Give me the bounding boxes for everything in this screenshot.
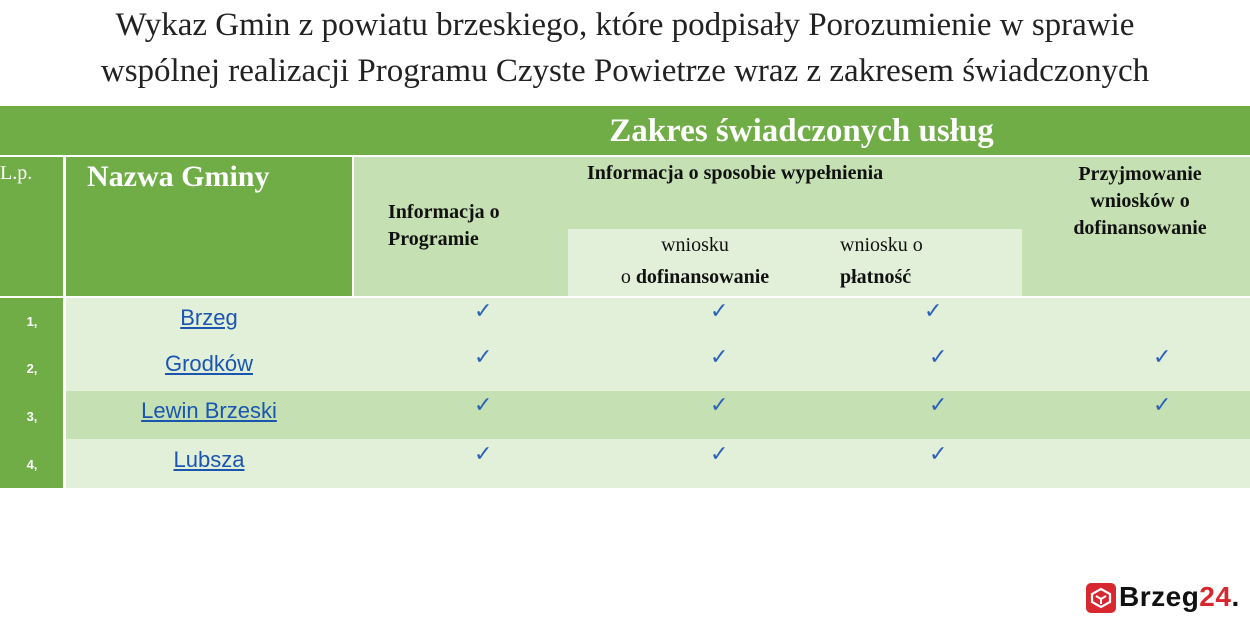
logo-text-dot: .: [1231, 581, 1240, 612]
check-icon: ✓: [710, 298, 729, 323]
document-title: [0, 0, 1250, 104]
brzeg24-logo[interactable]: [1085, 580, 1250, 620]
gmina-link-lubsza[interactable]: Lubsza: [173, 447, 245, 472]
check-icon: ✓: [924, 298, 943, 323]
info-program-header: Informacja o Programie: [388, 201, 500, 250]
check-icon: ✓: [929, 441, 948, 466]
subheader-bold-dofinansowanie: dofinansowanie: [635, 266, 770, 288]
gmina-link-brzeg[interactable]: Brzeg: [180, 305, 238, 330]
check-icon: ✓: [1153, 344, 1172, 369]
check-icon: ✓: [710, 392, 729, 417]
brzeg24-logo-icon: [1086, 583, 1116, 613]
check-icon: ✓: [474, 441, 493, 466]
name-header: Nazwa Gminy: [87, 160, 270, 193]
subheader-bold-platnosc: płatność: [840, 266, 912, 288]
row-lp: 3,: [26, 409, 38, 424]
accept-header: Przyjmowanie wniosków o dofinansowanie: [1073, 163, 1207, 239]
subheader-platnosc: [840, 229, 923, 293]
row-lp: 2,: [26, 361, 38, 376]
gmina-link-lewin-brzeski[interactable]: Lewin Brzeski: [141, 398, 277, 423]
brzeg24-logo-text: [1119, 581, 1240, 613]
subheader-platnosc-line2: [840, 261, 923, 293]
check-icon: ✓: [929, 392, 948, 417]
info-fill-header: Informacja o sposobie wypełnienia: [587, 162, 884, 184]
logo-text-main: Brzeg: [1119, 581, 1200, 612]
gmina-link-grodkow[interactable]: Grodków: [164, 351, 254, 376]
subheader-dofinansowanie: [590, 229, 800, 293]
lp-header: L.p.: [0, 162, 33, 184]
subheader-prefix: o: [620, 266, 636, 288]
check-icon: ✓: [929, 344, 948, 369]
subheader-platnosc-line1: wniosku o: [840, 234, 923, 256]
group-header: Zakres świadczonych usług: [609, 113, 994, 149]
check-icon: ✓: [710, 344, 729, 369]
check-icon: ✓: [474, 392, 493, 417]
check-icon: ✓: [1153, 392, 1172, 417]
check-icon: ✓: [474, 344, 493, 369]
subheader-dofinansowanie-line1: wniosku: [661, 234, 729, 256]
check-icon: ✓: [710, 441, 729, 466]
row-lp: 1,: [26, 314, 38, 329]
logo-text-accent: 24: [1199, 581, 1232, 612]
row-lp: 4,: [26, 457, 38, 472]
title-line-2: wspólnej realizacji Programu Czyste Powietrze wraz z zakresem świadczonych: [100, 53, 1150, 89]
check-icon: ✓: [474, 298, 493, 323]
title-line-1: Wykaz Gmin z powiatu brzeskiego, które podpisały Porozumienie w sprawie: [115, 7, 1135, 43]
subheader-dofinansowanie-line2: [590, 261, 800, 293]
